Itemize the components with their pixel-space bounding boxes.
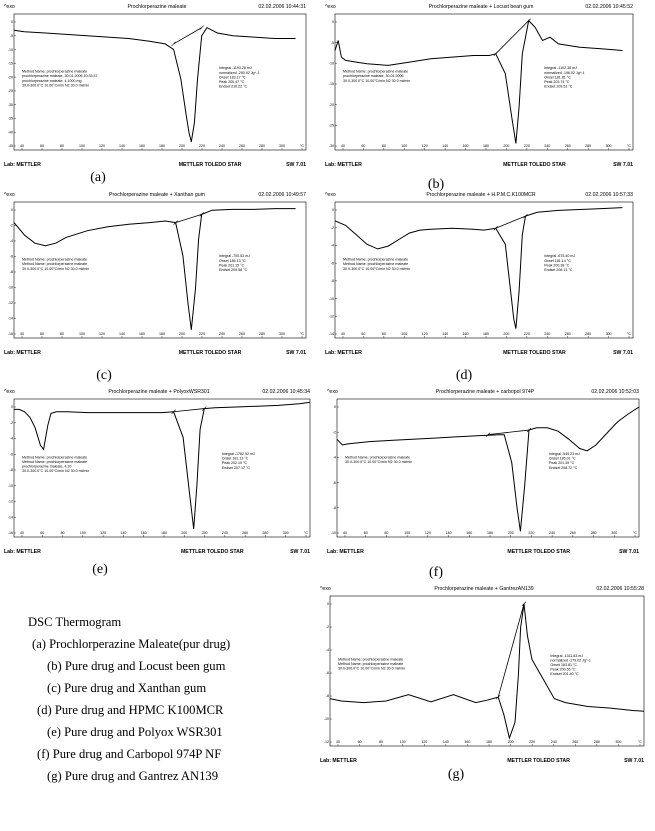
brand-label: METTLER TOLEDO STAR xyxy=(507,758,570,764)
y-tick-label: -2 xyxy=(9,420,13,425)
brand-label: METTLER TOLEDO STAR xyxy=(503,162,566,168)
sample-line: 30.0-300.0°C 10.00°C/min N2 30.0 ml/min xyxy=(22,266,90,271)
y-tick-label: -12 xyxy=(7,301,13,306)
result-line: Endset 210.22 °C xyxy=(219,84,248,89)
x-tick-label: 280 xyxy=(585,332,592,336)
x-tick-label: 260 xyxy=(242,531,249,535)
y-tick-label: -20 xyxy=(328,102,334,107)
lab-label: Lab: METTLER xyxy=(327,549,364,555)
x-tick-label: 220 xyxy=(523,332,530,336)
y-tick-label: -10 xyxy=(328,296,334,301)
x-tick-label: 200 xyxy=(179,332,185,336)
exo-label: ^exo xyxy=(325,4,336,10)
legend-item-c: (c) Pure drug and Xanthan gum xyxy=(47,681,207,695)
y-tick-label: 0 xyxy=(332,20,334,25)
x-tick-label: °C xyxy=(632,531,638,535)
y-tick-label: -2 xyxy=(9,223,13,228)
y-tick-label: -30 xyxy=(7,102,13,107)
y-tick-label: 0 xyxy=(11,405,13,410)
y-tick-label: -10 xyxy=(323,717,329,722)
y-tick-label: -4 xyxy=(332,455,336,460)
version-label: SW 7.01 xyxy=(613,350,633,356)
lab-label: Lab: METTLER xyxy=(325,350,362,356)
chart-datetime: 02.02.2006 10:55:28 xyxy=(596,586,644,592)
sample-line: Method Name: prochlorperazine maleate xyxy=(22,460,88,464)
dsc-svg-c xyxy=(2,190,312,358)
y-tick-label: -6 xyxy=(325,671,329,676)
x-tick-label: °C xyxy=(626,332,632,336)
x-tick-label: 240 xyxy=(219,332,225,336)
x-tick-label: 200 xyxy=(503,332,510,336)
y-tick-label: -10 xyxy=(330,531,336,536)
sample-line: Method Name: prochlorperazine maleate xyxy=(22,257,88,262)
sample-line: 30.0-300.0°C 10.00°C/min N2 30.0 ml/min xyxy=(338,666,406,671)
y-tick-label: 0 xyxy=(334,405,336,410)
x-tick-label: 160 xyxy=(140,531,147,535)
endset-marker xyxy=(200,26,204,30)
dsc-panel-b xyxy=(323,2,639,170)
x-tick-label: 140 xyxy=(445,531,452,535)
integration-baseline xyxy=(488,430,529,435)
chart-datetime: 02.02.2006 10:49:57 xyxy=(258,192,306,198)
y-tick-label: -16 xyxy=(7,531,13,536)
x-tick-label: 180 xyxy=(483,332,489,336)
x-tick-label: 220 xyxy=(523,144,530,148)
chart-title: Prochlorperazine maleate + Locust bean gum xyxy=(428,4,534,10)
result-line: Peak 200.47 °C xyxy=(219,80,245,84)
result-line: Peak 200.55 °C xyxy=(550,667,576,672)
y-tick-label: -4 xyxy=(330,243,334,248)
x-tick-label: 60 xyxy=(40,144,44,148)
chart-datetime: 02.02.2006 10:44:31 xyxy=(258,4,306,10)
x-tick-label: 120 xyxy=(421,740,428,744)
y-tick-label: -12 xyxy=(7,499,13,504)
legend-item-e: (e) Pure drug and Polyox WSR301 xyxy=(47,725,223,739)
x-tick-label: 180 xyxy=(159,144,165,148)
sample-line: prochlorperazine maleate, 30.01.2006 xyxy=(343,74,404,79)
version-label: SW 7.01 xyxy=(290,549,310,555)
x-tick-label: °C xyxy=(637,740,643,744)
x-tick-label: 240 xyxy=(549,531,556,535)
x-tick-label: 180 xyxy=(483,144,489,148)
x-tick-label: 120 xyxy=(99,144,105,148)
x-tick-label: 100 xyxy=(399,740,406,744)
x-tick-label: 260 xyxy=(572,740,579,744)
exo-label: ^exo xyxy=(327,389,338,395)
exo-label: ^exo xyxy=(4,192,15,198)
brand-label: METTLER TOLEDO STAR xyxy=(178,350,242,356)
chart-datetime: 02.02.2006 10:52:03 xyxy=(591,389,639,395)
x-tick-label: 300 xyxy=(279,144,285,148)
integration-baseline xyxy=(176,214,202,222)
result-line: Endset 207.17 °C xyxy=(221,465,251,470)
y-tick-label: -30 xyxy=(328,144,334,149)
y-tick-label: -10 xyxy=(7,285,13,290)
x-tick-label: 60 xyxy=(361,144,366,148)
x-tick-label: 160 xyxy=(466,531,473,535)
legend-item-d: (d) Pure drug and HPMC K100MCR xyxy=(37,703,224,717)
sample-line: 30.0-300.0°C 10.00°C/min N2 30.0 ml/min xyxy=(22,469,90,474)
x-tick-label: °C xyxy=(299,144,305,148)
x-tick-label: 40 xyxy=(336,740,340,744)
x-tick-label: 240 xyxy=(219,144,225,148)
y-tick-label: -12 xyxy=(323,740,329,745)
x-tick-label: 280 xyxy=(259,332,265,336)
x-tick-label: 180 xyxy=(487,531,493,535)
integration-baseline xyxy=(496,216,526,228)
result-line: Endset 209.58 °C xyxy=(219,268,248,272)
result-line: Peak 203.74 °C xyxy=(544,80,570,84)
result-line: Onset 181.14 °C xyxy=(544,258,571,263)
exo-label: ^exo xyxy=(320,586,331,592)
x-tick-label: 120 xyxy=(421,144,428,148)
x-tick-label: °C xyxy=(626,144,632,148)
x-tick-label: 140 xyxy=(119,332,125,336)
y-tick-label: -6 xyxy=(332,480,336,485)
x-tick-label: 220 xyxy=(529,740,536,744)
result-line: Onset 185.01 °C xyxy=(549,456,576,461)
y-tick-label: 0 xyxy=(11,20,13,25)
legend-item-a: (a) Prochlorperazine Maleate(pur drug) xyxy=(32,637,231,651)
result-line: Onset 183.17 °C xyxy=(219,75,246,80)
y-tick-label: -4 xyxy=(9,239,13,244)
x-tick-label: 80 xyxy=(379,740,384,744)
y-tick-label: -4 xyxy=(325,648,329,653)
y-tick-label: -8 xyxy=(9,270,13,275)
x-tick-label: 300 xyxy=(279,332,285,336)
y-tick-label: -2 xyxy=(325,625,329,630)
figure-legend xyxy=(22,615,322,784)
x-tick-label: 60 xyxy=(357,740,362,744)
result-line: Onset 183.81 °C xyxy=(550,663,578,667)
x-tick-label: 80 xyxy=(60,332,64,336)
x-tick-label: 180 xyxy=(161,531,167,535)
dsc-svg-f xyxy=(325,387,645,557)
sample-line: Method Name: prochlorperazine maleate xyxy=(345,455,411,460)
y-tick-label: -14 xyxy=(328,332,334,337)
plot-frame xyxy=(330,596,644,746)
brand-label: METTLER TOLEDO STAR xyxy=(180,549,244,555)
version-label: SW 7.01 xyxy=(619,549,639,555)
brand-label: METTLER TOLEDO STAR xyxy=(503,350,566,356)
y-tick-label: -25 xyxy=(7,89,13,94)
x-tick-label: 60 xyxy=(40,332,44,336)
x-tick-label: 280 xyxy=(585,144,592,148)
result-line: Peak 202.10 °C xyxy=(221,461,248,466)
dsc-panel-e xyxy=(2,387,316,557)
x-tick-label: 300 xyxy=(605,144,612,148)
y-tick-label: -2 xyxy=(332,430,336,435)
caption-c: (c) xyxy=(96,368,112,383)
version-label: SW 7.01 xyxy=(613,162,633,168)
integration-baseline xyxy=(174,28,202,44)
result-line: Peak 201.15 °C xyxy=(219,263,245,268)
x-tick-label: 120 xyxy=(421,332,428,336)
x-tick-label: 280 xyxy=(590,531,597,535)
y-tick-label: -5 xyxy=(9,33,13,38)
y-tick-label: -15 xyxy=(328,82,334,87)
x-tick-label: 140 xyxy=(120,531,127,535)
x-tick-label: 100 xyxy=(404,531,411,535)
x-tick-label: 160 xyxy=(464,740,471,744)
caption-b: (b) xyxy=(427,177,445,192)
y-tick-label: -8 xyxy=(325,694,329,699)
sample-line: 30.0-300.0°C 10.00°C/min N2 30.0 ml/min xyxy=(345,460,413,464)
caption-f: (f) xyxy=(429,565,443,580)
sample-line: Method Name: prochlorperazine maleate xyxy=(22,262,88,267)
y-tick-label: -45 xyxy=(7,144,13,149)
x-tick-label: 120 xyxy=(100,531,107,535)
caption-g: (g) xyxy=(447,767,465,782)
dsc-curve xyxy=(330,604,644,738)
result-line: Peak 201.39 °C xyxy=(549,461,575,466)
y-tick-label: 0 xyxy=(332,208,334,213)
sample-line: Method Name: prochlorperazine maleate xyxy=(343,69,409,74)
y-tick-label: -10 xyxy=(328,61,334,66)
plot-frame xyxy=(337,399,639,537)
chart-title: Prochlorperazine maleate + GantrezAN139 xyxy=(434,586,534,592)
x-tick-label: 160 xyxy=(139,332,145,336)
result-line: Onset 185.13 °C xyxy=(219,258,246,263)
lab-label: Lab: METTLER xyxy=(4,162,41,168)
lab-label: Lab: METTLER xyxy=(4,549,41,555)
x-tick-label: 200 xyxy=(181,531,188,535)
x-tick-label: 140 xyxy=(442,332,449,336)
x-tick-label: 120 xyxy=(424,531,431,535)
sample-line: Method Name: prochlorperazine maleate xyxy=(22,69,88,74)
x-tick-label: 40 xyxy=(341,332,345,336)
x-tick-label: 240 xyxy=(221,531,228,535)
y-tick-label: -6 xyxy=(9,254,13,259)
caption-e: (e) xyxy=(92,562,108,577)
y-tick-label: -10 xyxy=(7,47,13,52)
y-tick-label: -6 xyxy=(9,452,13,457)
x-tick-label: 180 xyxy=(159,332,165,336)
x-tick-label: 80 xyxy=(381,144,386,148)
x-tick-label: 300 xyxy=(615,740,622,744)
exo-label: ^exo xyxy=(4,4,15,10)
x-tick-label: 80 xyxy=(381,332,386,336)
x-tick-label: 180 xyxy=(486,740,492,744)
x-tick-label: 220 xyxy=(199,144,205,148)
x-tick-label: 140 xyxy=(442,740,449,744)
x-tick-label: 100 xyxy=(401,144,408,148)
x-tick-label: 40 xyxy=(341,144,345,148)
result-line: Integral -545.23 mJ xyxy=(549,452,580,456)
dsc-svg-b xyxy=(323,2,639,170)
x-tick-label: 260 xyxy=(239,332,245,336)
x-tick-label: 40 xyxy=(20,332,24,336)
x-tick-label: 220 xyxy=(528,531,535,535)
chart-title: Prochlorperazine maleate + Xanthan gum xyxy=(109,192,205,198)
result-line: Integral -1193.28 mJ xyxy=(219,66,252,71)
y-tick-label: -10 xyxy=(7,483,13,488)
sample-line: prochlorperazine maleate, 4.20 xyxy=(22,464,72,469)
x-tick-label: 100 xyxy=(401,332,408,336)
caption-a: (a) xyxy=(90,170,106,185)
x-tick-label: 200 xyxy=(179,144,185,148)
y-tick-label: -35 xyxy=(7,116,13,121)
dsc-curve xyxy=(337,407,639,531)
result-line: Integral -1311.83 mJ xyxy=(550,653,584,658)
x-tick-label: 260 xyxy=(564,144,571,148)
sample-line: prochlorperazine maleate, 30.01.2006 10:33:37 xyxy=(22,74,98,79)
dsc-panel-g xyxy=(318,584,650,766)
sample-line: prochlorperazine maleate, 4.1000 mg xyxy=(22,78,82,83)
y-tick-label: 0 xyxy=(327,602,329,607)
y-tick-label: -25 xyxy=(328,123,334,128)
result-line: Onset 181.81 °C xyxy=(544,75,571,80)
x-tick-label: 40 xyxy=(343,531,347,535)
chart-datetime: 02.02.2006 10:57:33 xyxy=(585,192,633,198)
result-line: Endset 208.72 °C xyxy=(549,465,578,470)
sample-line: Method Name: prochlorperazine maleate xyxy=(338,662,404,667)
exo-label: ^exo xyxy=(4,389,15,395)
y-tick-label: -40 xyxy=(7,130,13,135)
version-label: SW 7.01 xyxy=(286,162,306,168)
x-tick-label: 240 xyxy=(544,332,551,336)
x-tick-label: 280 xyxy=(262,531,269,535)
x-tick-label: 140 xyxy=(442,144,449,148)
x-tick-label: 100 xyxy=(79,531,86,535)
caption-d: (d) xyxy=(455,368,473,383)
dsc-panel-d xyxy=(323,190,639,358)
legend-item-b: (b) Pure drug and Locust been gum xyxy=(47,659,226,673)
result-line: Peak 200.38 °C xyxy=(544,263,570,268)
dsc-panel-f xyxy=(325,387,645,557)
x-tick-label: 100 xyxy=(79,332,85,336)
chart-datetime: 02.02.2006 10:45:52 xyxy=(585,4,633,10)
x-tick-label: 80 xyxy=(384,531,389,535)
dsc-svg-g xyxy=(318,584,650,766)
x-tick-label: 160 xyxy=(462,332,469,336)
sample-line: Method Name: prochlorperazine maleate xyxy=(343,262,409,267)
x-tick-label: 140 xyxy=(119,144,125,148)
x-tick-label: 60 xyxy=(40,531,45,535)
chart-title: Prochlorperazine maleate + H.P.M.C.K100MCR xyxy=(426,192,536,198)
x-tick-label: 200 xyxy=(507,531,514,535)
x-tick-label: 300 xyxy=(611,531,618,535)
onset-marker xyxy=(172,42,176,46)
x-tick-label: 200 xyxy=(507,740,514,744)
x-tick-label: 100 xyxy=(79,144,85,148)
result-line: normalized -179.02 Jg^-1 xyxy=(550,658,591,663)
x-tick-label: 160 xyxy=(139,144,145,148)
legend-title: DSC Thermogram xyxy=(28,615,122,629)
chart-datetime: 02.02.2006 10:45:34 xyxy=(262,389,310,395)
lab-label: Lab: METTLER xyxy=(320,758,357,764)
x-tick-label: 60 xyxy=(363,531,368,535)
x-tick-label: 280 xyxy=(593,740,600,744)
x-tick-label: 60 xyxy=(361,332,366,336)
dsc-panel-c xyxy=(2,190,312,358)
y-tick-label: -14 xyxy=(7,515,13,520)
x-tick-label: °C xyxy=(303,531,309,535)
y-tick-label: -12 xyxy=(328,314,334,319)
chart-title: Prochlorperazine maleate xyxy=(127,4,187,10)
x-tick-label: °C xyxy=(299,332,305,336)
lab-label: Lab: METTLER xyxy=(325,162,362,168)
dsc-panel-a xyxy=(2,2,312,170)
x-tick-label: 220 xyxy=(199,332,205,336)
brand-label: METTLER TOLEDO STAR xyxy=(178,162,242,168)
x-tick-label: 40 xyxy=(20,531,24,535)
y-tick-label: -4 xyxy=(9,436,13,441)
y-tick-label: -2 xyxy=(330,225,334,230)
y-tick-label: -20 xyxy=(7,75,13,80)
sample-line: Method Name: prochlorperazine maleate xyxy=(343,257,409,262)
y-tick-label: -6 xyxy=(330,261,334,266)
x-tick-label: 260 xyxy=(564,332,571,336)
x-tick-label: 200 xyxy=(503,144,510,148)
integration-baseline xyxy=(498,604,524,697)
sample-line: 30.0-300.0°C 10.00°C/min N2 30.0 ml/min xyxy=(343,266,411,271)
version-label: SW 7.01 xyxy=(286,350,306,356)
result-line: Onset 181.13 °C xyxy=(221,456,249,461)
result-line: Integral -700.53 mJ xyxy=(219,254,250,259)
lab-label: Lab: METTLER xyxy=(4,350,41,356)
sample-line: Method Name: prochlorperazine maleate xyxy=(22,455,88,460)
y-tick-label: -5 xyxy=(330,40,334,45)
method-line: 30.0-300.0°C 10.00°C/min N2 30.0 ml/min xyxy=(22,83,90,88)
y-tick-label: -15 xyxy=(7,61,13,66)
integration-baseline xyxy=(174,409,205,412)
version-label: SW 7.01 xyxy=(624,758,644,764)
legend-item-f: (f) Pure drug and Carbopol 974P NF xyxy=(37,747,222,761)
sample-line: Method Name: prochlorperazine maleate xyxy=(338,657,404,662)
x-tick-label: 120 xyxy=(99,332,105,336)
result-line: normalized -290.92 Jg^-1 xyxy=(219,70,260,75)
chart-title: Prochlorperazine maleate + carbopol 974P xyxy=(435,389,535,395)
y-tick-label: -14 xyxy=(7,316,13,321)
brand-label: METTLER TOLEDO STAR xyxy=(507,549,571,555)
x-tick-label: 260 xyxy=(239,144,245,148)
x-tick-label: 40 xyxy=(20,144,24,148)
x-tick-label: 300 xyxy=(605,332,612,336)
x-tick-label: 80 xyxy=(60,144,64,148)
result-line: Integral -1782.52 mJ xyxy=(221,452,255,456)
x-tick-label: 280 xyxy=(259,144,265,148)
y-tick-label: -8 xyxy=(332,506,336,510)
sample-line: 30.0-300.0°C 10.00°C/min N2 30.0 ml/min xyxy=(343,78,411,83)
result-line: Integral -675.40 mJ xyxy=(544,254,576,259)
x-tick-label: 220 xyxy=(201,531,208,535)
x-tick-label: 300 xyxy=(282,531,289,535)
x-tick-label: 160 xyxy=(462,144,469,148)
result-line: normalized -196.02 Jg^-1 xyxy=(544,70,585,75)
y-tick-label: -8 xyxy=(9,468,13,473)
result-line: Endset 208.13 °C xyxy=(544,268,573,272)
dsc-svg-d xyxy=(323,190,639,358)
y-tick-label: -8 xyxy=(330,279,334,284)
dsc-svg-a xyxy=(2,2,312,170)
result-line: Endset 209.51 °C xyxy=(544,84,573,89)
y-tick-label: 0 xyxy=(11,208,13,213)
x-tick-label: 240 xyxy=(544,144,551,148)
chart-title: Prochlorperazine maleate + PolyoxWSR301 xyxy=(108,389,210,395)
exo-label: ^exo xyxy=(325,192,336,198)
x-tick-label: 80 xyxy=(60,531,65,535)
result-line: Integral -1102.38 mJ xyxy=(544,66,577,71)
legend-item-g: (g) Pure drug and Gantrez AN139 xyxy=(47,769,219,783)
x-tick-label: 240 xyxy=(550,740,557,744)
x-tick-label: 260 xyxy=(569,531,576,535)
dsc-svg-e xyxy=(2,387,316,557)
result-line: Endset 201.40 °C xyxy=(550,672,579,677)
y-tick-label: -16 xyxy=(7,332,13,337)
